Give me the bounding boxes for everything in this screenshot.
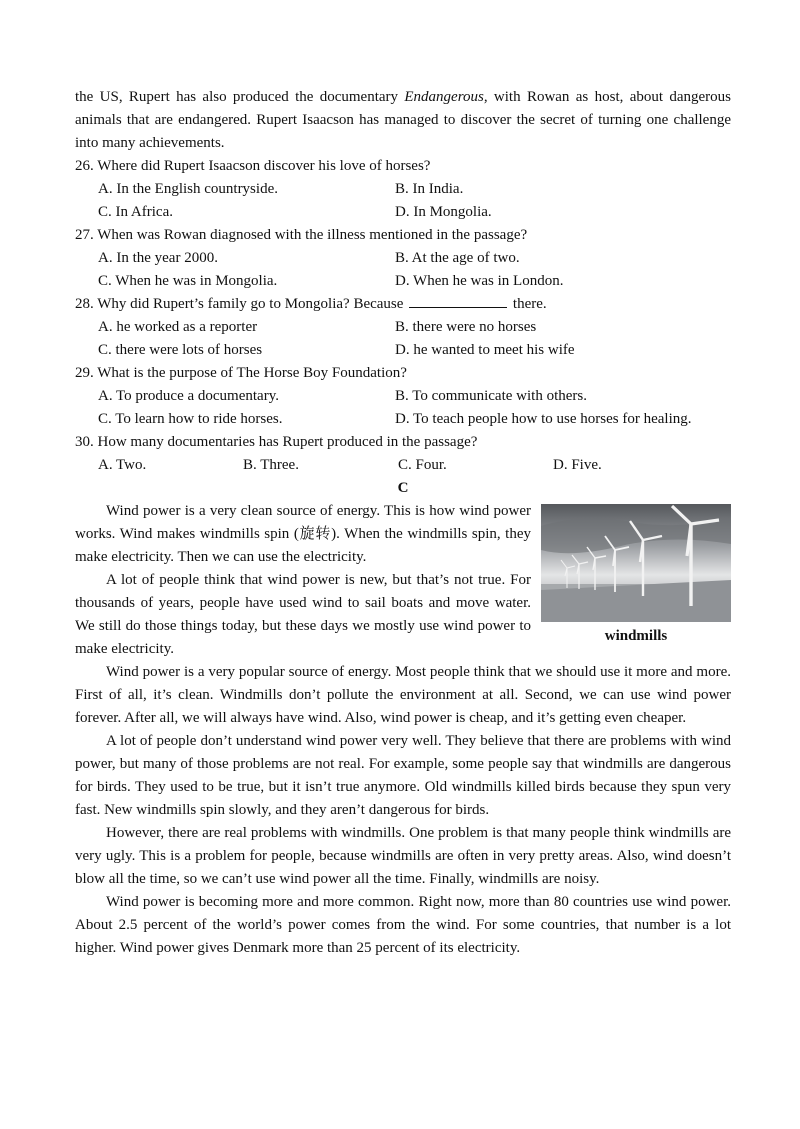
stem-text: 28. Why did Rupert’s family go to Mongolia? Because [75,296,404,312]
paragraph-2: A lot of people think that wind power is new, but that’s not true. For thousands of years, people have used wind to sail boats and move water. We still do those things today, but these days we mostly use wind power to make electricity. [75,572,531,657]
option-d: D. To teach people how to use horses for healing. [395,411,692,427]
option-c: C. To learn how to ride horses. [98,411,283,427]
stem-text: there. [512,296,547,312]
option-d: D. In Mongolia. [395,204,492,220]
option-a: A. In the year 2000. [98,250,218,266]
question-30 [75,431,731,477]
question-26 [75,155,731,224]
paragraph-3: Wind power is a very popular source of energy. Most people think that we should use it more and more. First of all, it’s clean. Windmills don’t pollute the environment at all. Second, we can use wind power forever. After all, we will always have wind. Also, wind power is cheap, and it’s getting even cheaper. [75,664,731,726]
paragraph-6: Wind power is becoming more and more common. Right now, more than 80 countries use wind power. About 2.5 percent of the world’s power comes from the wind. For some countries, that number is a lot higher. Wind power gives Denmark more than 25 percent of its electricity. [75,894,731,956]
option-b: B. At the age of two. [395,250,520,266]
page-content [75,86,731,960]
passage-text: , with Rowan as host, about dangerous animals that are endangered. Rupert Isaacson has managed to discover the secret of turning one challenge into many achievements. [75,89,732,151]
question-27 [75,224,731,293]
option-d: D. he wanted to meet his wife [395,342,575,358]
figure-caption: windmills [604,628,668,644]
windmill-figure [541,504,731,650]
passage-c [75,500,731,960]
documentary-title: Endangerous [404,89,484,105]
paragraph-4: A lot of people don’t understand wind power very well. They believe that there are problems with wind power, but many of those problems are not real. For example, some people say that windmills are dangerous for birds. They used to be true, but it isn’t true anymore. Old windmills killed birds because they spun very fast. New windmills spin slowly, and they aren’t dangerous for birds. [75,733,731,818]
option-a: A. Two. [98,457,147,473]
option-c: C. When he was in Mongolia. [98,273,278,289]
paragraph-1: Wind power is a very clean source of energy. This is how wind power works. Wind makes windmills spin (旋转). When the windmills spin, they make electricity. Then we can use the electricity. [75,503,531,565]
options [75,454,731,477]
question-stem: 27. When was Rowan diagnosed with the illness mentioned in the passage? [75,227,528,243]
option-d: D. Five. [553,457,602,473]
options [75,178,731,224]
option-d: D. When he was in London. [395,273,564,289]
option-a: A. In the English countryside. [98,181,278,197]
option-b: B. To communicate with others. [395,388,587,404]
option-b: B. Three. [243,457,299,473]
passage-text: the US, Rupert has also produced the documentary [75,89,405,105]
question-29 [75,362,731,431]
question-28 [75,293,731,362]
passage-b-ending [75,86,731,155]
option-a: A. he worked as a reporter [98,319,258,335]
options [75,247,731,293]
options [75,316,731,362]
option-c: C. Four. [398,457,447,473]
paragraph-5: However, there are real problems with windmills. One problem is that many people think windmills are very ugly. This is a problem for people, because windmills are often in very pretty areas. Also, wind doesn’t blow all the time, so we can’t use wind power all the time. Finally, windmills are noisy. [75,825,731,887]
option-a: A. To produce a documentary. [98,388,279,404]
question-stem: 29. What is the purpose of The Horse Boy Foundation? [75,365,407,381]
option-b: B. In India. [395,181,464,197]
section-title: C [397,480,409,496]
option-b: B. there were no horses [395,319,537,335]
question-stem: 30. How many documentaries has Rupert produced in the passage? [75,434,478,450]
question-stem [75,293,731,316]
option-c: C. there were lots of horses [98,342,263,358]
options [75,385,731,431]
windmills-illustration [541,504,731,622]
question-stem: 26. Where did Rupert Isaacson discover his love of horses? [75,158,431,174]
windmills-photo [541,504,731,622]
answer-blank [409,293,507,308]
option-c: C. In Africa. [98,204,173,220]
